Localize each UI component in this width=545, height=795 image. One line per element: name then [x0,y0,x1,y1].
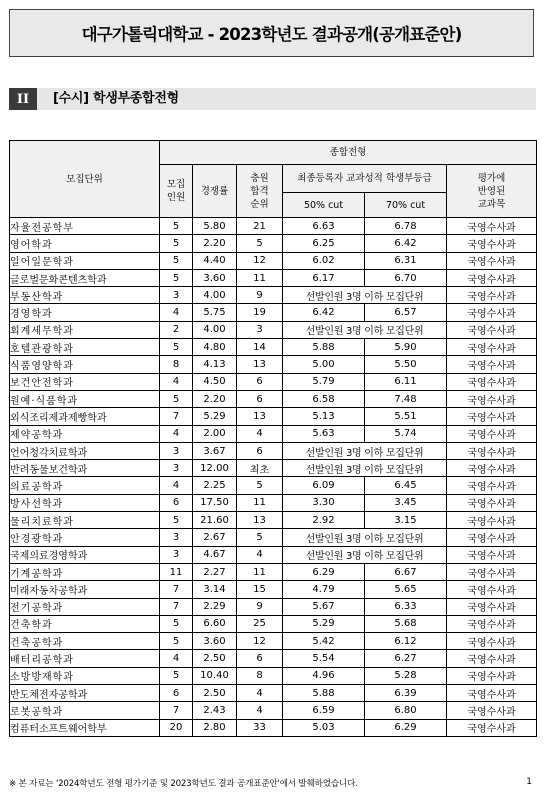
competition-cell: 2.27 [193,563,237,580]
page-title [9,9,534,57]
department-cell: 배터리공학과 [10,650,160,667]
competition-cell: 4.50 [193,373,237,390]
table-row [10,615,537,632]
subjects-cell: 국영수사과 [447,633,537,650]
competition-cell: 4.13 [193,356,237,373]
grade-note-cell: 선발인원 3명 이하 모집단위 [283,460,447,477]
subjects-cell: 국영수사과 [447,667,537,684]
cut-70-cell: 3.15 [365,512,447,529]
col-50-header: 50% cut [283,193,365,218]
waitlist-cell: 4 [237,702,283,719]
quota-cell: 5 [160,252,193,269]
subjects-cell: 국영수사과 [447,321,537,338]
cut-70-cell: 6.27 [365,650,447,667]
cut-50-cell: 6.42 [283,304,365,321]
table-row [10,512,537,529]
quota-cell: 4 [160,477,193,494]
competition-cell: 21.60 [193,512,237,529]
section-label: [수시] 학생부종합전형 [53,91,179,106]
competition-cell: 2.20 [193,235,237,252]
cut-70-cell: 6.31 [365,252,447,269]
competition-cell: 12.00 [193,460,237,477]
cut-50-cell: 5.67 [283,598,365,615]
department-cell: 자율전공학부 [10,218,160,235]
cut-70-cell: 6.45 [365,477,447,494]
cut-50-cell: 5.42 [283,633,365,650]
competition-cell: 2.43 [193,702,237,719]
subjects-cell: 국영수사과 [447,512,537,529]
table-row [10,390,537,407]
subjects-cell: 국영수사과 [447,529,537,546]
quota-cell: 5 [160,339,193,356]
department-cell: 소방방재학과 [10,667,160,684]
competition-cell: 3.14 [193,581,237,598]
waitlist-cell: 11 [237,494,283,511]
competition-cell: 10.40 [193,667,237,684]
cut-70-cell: 3.45 [365,494,447,511]
waitlist-cell: 4 [237,425,283,442]
department-cell: 일어일문학과 [10,252,160,269]
quota-cell: 8 [160,356,193,373]
quota-cell: 3 [160,442,193,459]
competition-cell: 2.20 [193,390,237,407]
subjects-cell: 국영수사과 [447,494,537,511]
cut-70-cell: 6.78 [365,218,447,235]
competition-cell: 2.29 [193,598,237,615]
department-cell: 안경광학과 [10,529,160,546]
subjects-cell: 국영수사과 [447,702,537,719]
competition-cell: 2.50 [193,650,237,667]
quota-cell: 5 [160,390,193,407]
grade-note-cell: 선발인원 3명 이하 모집단위 [283,529,447,546]
subjects-cell: 국영수사과 [447,581,537,598]
subjects-cell: 국영수사과 [447,304,537,321]
grade-note-cell: 선발인원 3명 이하 모집단위 [283,321,447,338]
competition-cell: 3.60 [193,633,237,650]
cut-70-cell: 5.28 [365,667,447,684]
waitlist-cell: 5 [237,477,283,494]
waitlist-cell: 5 [237,529,283,546]
department-cell: 원예·식품학과 [10,390,160,407]
table-row [10,356,537,373]
cut-50-cell: 2.92 [283,512,365,529]
cut-50-cell: 6.17 [283,269,365,286]
table-row [10,287,537,304]
table-row [10,460,537,477]
quota-cell: 4 [160,650,193,667]
table-row [10,269,537,286]
cut-70-cell: 6.12 [365,633,447,650]
table-row [10,685,537,702]
department-cell: 회계세무학과 [10,321,160,338]
subjects-cell: 국영수사과 [447,408,537,425]
competition-cell: 5.80 [193,218,237,235]
cut-70-cell: 6.42 [365,235,447,252]
cut-70-cell: 5.51 [365,408,447,425]
waitlist-cell: 13 [237,408,283,425]
cut-50-cell: 6.63 [283,218,365,235]
quota-cell: 4 [160,425,193,442]
table-row [10,477,537,494]
subjects-cell: 국영수사과 [447,287,537,304]
quota-cell: 3 [160,287,193,304]
department-cell: 제약공학과 [10,425,160,442]
department-cell: 컴퓨터소프트웨어학부 [10,719,160,736]
table-row [10,719,537,736]
waitlist-cell: 8 [237,667,283,684]
cut-70-cell: 6.70 [365,269,447,286]
department-cell: 호텔관광학과 [10,339,160,356]
subjects-cell: 국영수사과 [447,339,537,356]
waitlist-cell: 12 [237,633,283,650]
cut-50-cell: 6.58 [283,390,365,407]
quota-cell: 7 [160,581,193,598]
waitlist-cell: 19 [237,304,283,321]
waitlist-cell: 6 [237,373,283,390]
cut-70-cell: 6.33 [365,598,447,615]
subjects-cell: 국영수사과 [447,685,537,702]
cut-70-cell: 6.67 [365,563,447,580]
table-row [10,252,537,269]
subjects-cell: 국영수사과 [447,615,537,632]
cut-70-cell: 5.74 [365,425,447,442]
subjects-cell: 국영수사과 [447,252,537,269]
waitlist-cell: 15 [237,581,283,598]
quota-cell: 11 [160,563,193,580]
results-table [9,140,537,737]
competition-cell: 2.25 [193,477,237,494]
waitlist-cell: 33 [237,719,283,736]
subjects-cell: 국영수사과 [447,218,537,235]
page-number: 1 [526,777,532,787]
table-row [10,529,537,546]
table-row [10,408,537,425]
quota-cell: 3 [160,460,193,477]
table-row [10,581,537,598]
subjects-cell: 국영수사과 [447,235,537,252]
cut-50-cell: 5.00 [283,356,365,373]
waitlist-cell: 4 [237,685,283,702]
department-cell: 언어청각치료학과 [10,442,160,459]
subjects-cell: 국영수사과 [447,269,537,286]
subjects-cell: 국영수사과 [447,598,537,615]
col-competition-header: 경쟁률 [193,165,237,218]
cut-70-cell: 6.57 [365,304,447,321]
quota-cell: 5 [160,615,193,632]
col-quota-header: 모집 인원 [160,165,193,218]
cut-70-cell: 6.80 [365,702,447,719]
subjects-cell: 국영수사과 [447,390,537,407]
table-row [10,650,537,667]
col-subjects-header: 평가에 반영된 교과목 [447,165,537,218]
subjects-cell: 국영수사과 [447,563,537,580]
waitlist-cell: 12 [237,252,283,269]
department-cell: 전기공학과 [10,598,160,615]
table-row [10,339,537,356]
waitlist-cell: 6 [237,442,283,459]
department-cell: 물리치료학과 [10,512,160,529]
cut-70-cell: 6.11 [365,373,447,390]
waitlist-cell: 9 [237,598,283,615]
waitlist-cell: 25 [237,615,283,632]
waitlist-cell: 6 [237,650,283,667]
table-row [10,304,537,321]
waitlist-cell: 21 [237,218,283,235]
page-title-text: 대구가톨릭대학교 - 2023학년도 결과공개(공개표준안) [81,25,462,44]
department-cell: 영어학과 [10,235,160,252]
cut-70-cell: 7.48 [365,390,447,407]
department-cell: 글로벌문화콘텐츠학과 [10,269,160,286]
department-cell: 미래자동차공학과 [10,581,160,598]
quota-cell: 4 [160,304,193,321]
department-cell: 반려동물보건학과 [10,460,160,477]
table-row [10,494,537,511]
competition-cell: 2.67 [193,529,237,546]
department-cell: 건축학과 [10,615,160,632]
grade-note-cell: 선발인원 3명 이하 모집단위 [283,287,447,304]
table-row [10,218,537,235]
table-row [10,235,537,252]
quota-cell: 5 [160,512,193,529]
cut-50-cell: 4.79 [283,581,365,598]
subjects-cell: 국영수사과 [447,546,537,563]
cut-70-cell: 6.29 [365,719,447,736]
section-number: II [9,88,37,110]
cut-70-cell: 5.50 [365,356,447,373]
competition-cell: 4.00 [193,321,237,338]
cut-50-cell: 3.30 [283,494,365,511]
competition-cell: 6.60 [193,615,237,632]
table-row [10,633,537,650]
subjects-cell: 국영수사과 [447,460,537,477]
subjects-cell: 국영수사과 [447,373,537,390]
table-row [10,442,537,459]
grade-note-cell: 선발인원 3명 이하 모집단위 [283,546,447,563]
quota-cell: 6 [160,494,193,511]
competition-cell: 2.50 [193,685,237,702]
quota-cell: 5 [160,269,193,286]
competition-cell: 4.40 [193,252,237,269]
quota-cell: 7 [160,702,193,719]
quota-cell: 7 [160,408,193,425]
cut-50-cell: 6.02 [283,252,365,269]
department-cell: 의료공학과 [10,477,160,494]
waitlist-cell: 4 [237,546,283,563]
cut-50-cell: 5.79 [283,373,365,390]
table-body [10,218,537,737]
subjects-cell: 국영수사과 [447,477,537,494]
quota-cell: 6 [160,685,193,702]
quota-cell: 7 [160,598,193,615]
competition-cell: 3.67 [193,442,237,459]
competition-cell: 4.80 [193,339,237,356]
table-row [10,321,537,338]
competition-cell: 2.80 [193,719,237,736]
quota-cell: 5 [160,633,193,650]
group-header: 종합전형 [160,141,537,165]
cut-50-cell: 4.96 [283,667,365,684]
cut-50-cell: 5.54 [283,650,365,667]
subjects-cell: 국영수사과 [447,719,537,736]
waitlist-cell: 최초 [237,460,283,477]
department-cell: 건축공학과 [10,633,160,650]
department-cell: 경영학과 [10,304,160,321]
cut-50-cell: 5.03 [283,719,365,736]
department-cell: 국제의료경영학과 [10,546,160,563]
table-row [10,425,537,442]
department-cell: 부동산학과 [10,287,160,304]
cut-70-cell: 5.68 [365,615,447,632]
cut-70-cell: 6.39 [365,685,447,702]
table-row [10,563,537,580]
department-cell: 기계공학과 [10,563,160,580]
cut-50-cell: 5.88 [283,685,365,702]
quota-cell: 5 [160,218,193,235]
quota-cell: 3 [160,546,193,563]
quota-cell: 4 [160,373,193,390]
quota-cell: 20 [160,719,193,736]
cut-50-cell: 6.25 [283,235,365,252]
subjects-cell: 국영수사과 [447,650,537,667]
footer-note: ※ 본 자료는 '2024학년도 전형 평가기준 및 2023학년도 결과 공개표준안'에서 발췌하였습니다. [9,779,358,789]
competition-cell: 4.67 [193,546,237,563]
competition-cell: 5.75 [193,304,237,321]
col-department-header: 모집단위 [10,141,160,218]
waitlist-cell: 11 [237,269,283,286]
table-row [10,702,537,719]
subjects-cell: 국영수사과 [447,442,537,459]
competition-cell: 17.50 [193,494,237,511]
cut-50-cell: 6.29 [283,563,365,580]
subjects-cell: 국영수사과 [447,425,537,442]
col-grade-group-header: 최종등록자 교과성적 학생부등급 [283,165,447,193]
table-row [10,373,537,390]
quota-cell: 2 [160,321,193,338]
cut-70-cell: 5.90 [365,339,447,356]
competition-cell: 4.00 [193,287,237,304]
waitlist-cell: 9 [237,287,283,304]
waitlist-cell: 5 [237,235,283,252]
subjects-cell: 국영수사과 [447,356,537,373]
department-cell: 외식조리제과제빵학과 [10,408,160,425]
waitlist-cell: 3 [237,321,283,338]
competition-cell: 3.60 [193,269,237,286]
waitlist-cell: 13 [237,512,283,529]
waitlist-cell: 13 [237,356,283,373]
cut-50-cell: 5.13 [283,408,365,425]
department-cell: 반도체전자공학과 [10,685,160,702]
table-row [10,546,537,563]
competition-cell: 2.00 [193,425,237,442]
section-header [9,88,536,110]
department-cell: 식품영양학과 [10,356,160,373]
cut-50-cell: 5.63 [283,425,365,442]
col-70-header: 70% cut [365,193,447,218]
quota-cell: 5 [160,667,193,684]
department-cell: 방사선학과 [10,494,160,511]
col-waitlist-header: 충원 합격 순위 [237,165,283,218]
waitlist-cell: 11 [237,563,283,580]
quota-cell: 3 [160,529,193,546]
cut-50-cell: 5.88 [283,339,365,356]
department-cell: 로봇공학과 [10,702,160,719]
table-row [10,598,537,615]
quota-cell: 5 [160,235,193,252]
waitlist-cell: 14 [237,339,283,356]
cut-50-cell: 6.59 [283,702,365,719]
cut-50-cell: 6.09 [283,477,365,494]
table-row [10,667,537,684]
grade-note-cell: 선발인원 3명 이하 모집단위 [283,442,447,459]
cut-50-cell: 5.29 [283,615,365,632]
competition-cell: 5.29 [193,408,237,425]
waitlist-cell: 6 [237,390,283,407]
department-cell: 보건안전학과 [10,373,160,390]
cut-70-cell: 5.65 [365,581,447,598]
